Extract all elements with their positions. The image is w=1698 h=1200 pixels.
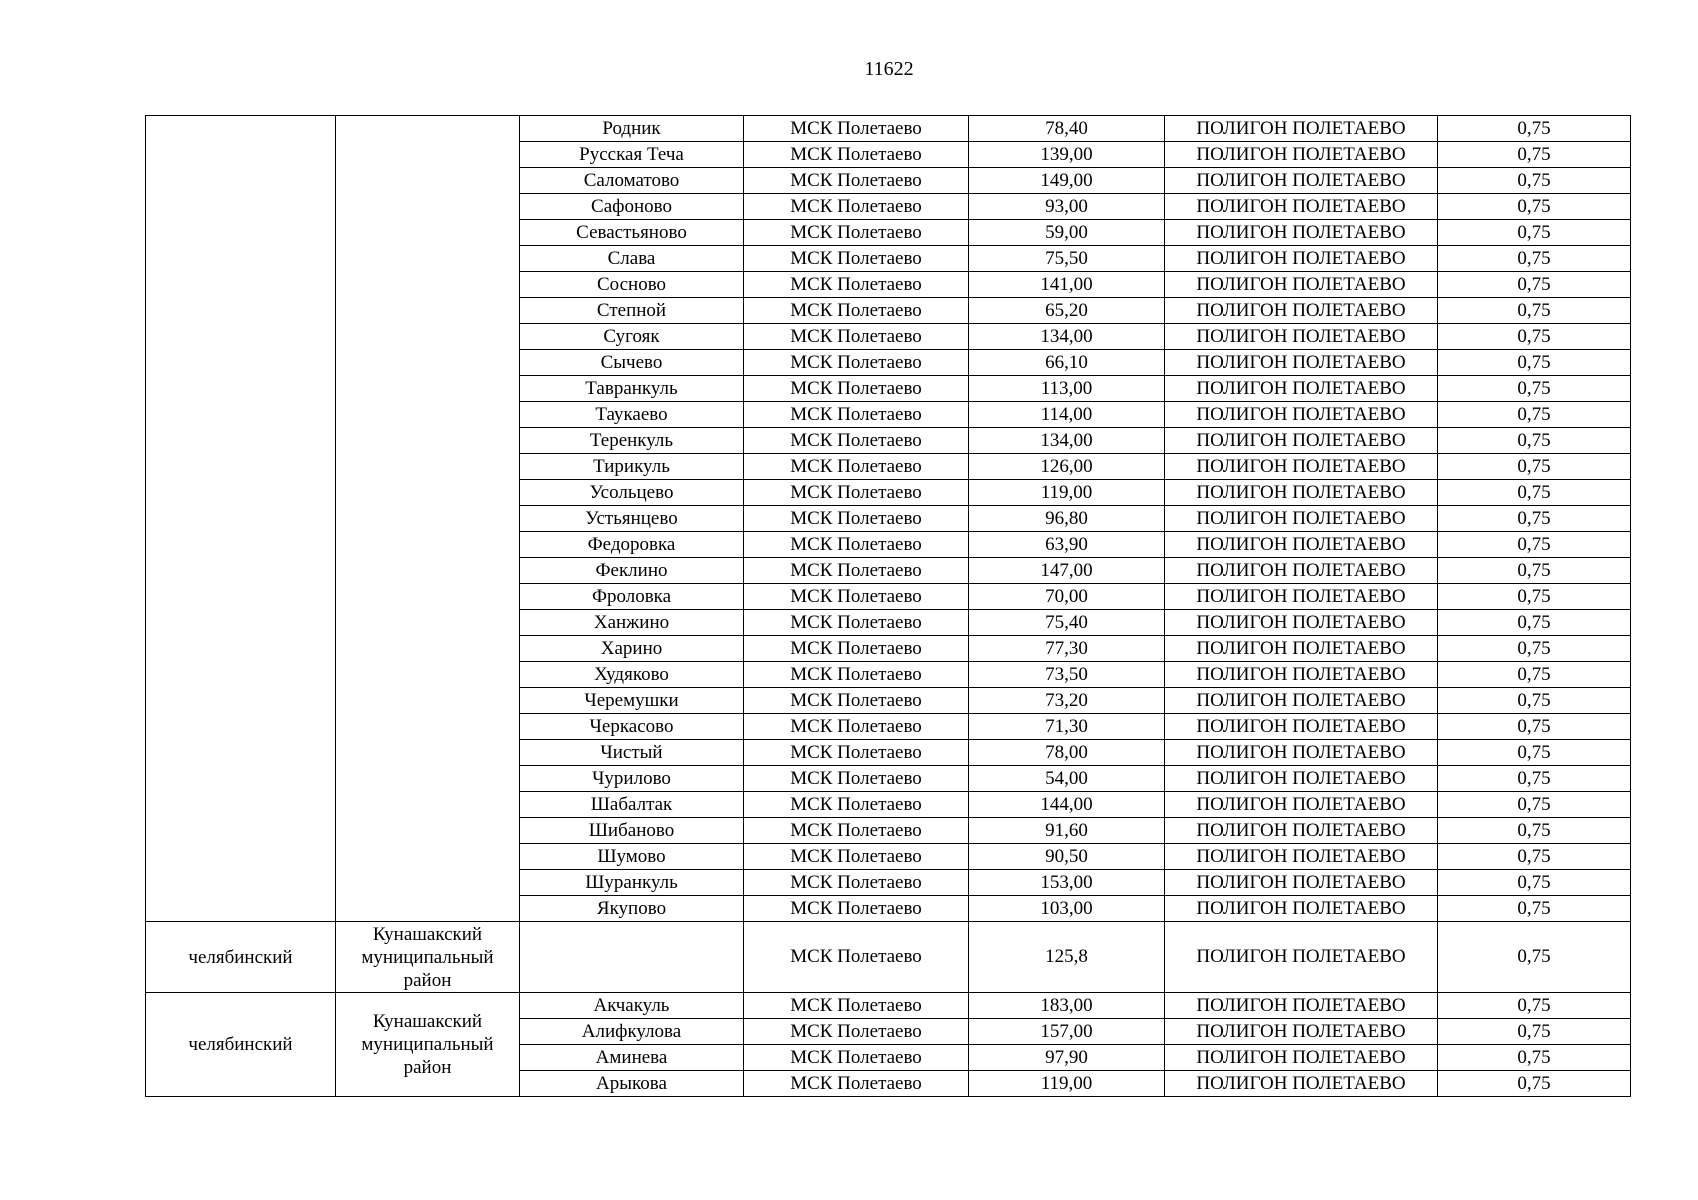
settlement-cell: Арыкова [520, 1071, 744, 1097]
distance-cell: 153,00 [969, 870, 1165, 896]
distance-cell: 134,00 [969, 324, 1165, 350]
coefficient-cell: 0,75 [1438, 480, 1631, 506]
destination-cell: ПОЛИГОН ПОЛЕТАЕВО [1165, 454, 1438, 480]
coefficient-cell: 0,75 [1438, 766, 1631, 792]
distance-cell: 71,30 [969, 714, 1165, 740]
distance-cell: 144,00 [969, 792, 1165, 818]
settlement-cell: Таукаево [520, 402, 744, 428]
destination-cell: ПОЛИГОН ПОЛЕТАЕВО [1165, 584, 1438, 610]
destination-cell: ПОЛИГОН ПОЛЕТАЕВО [1165, 194, 1438, 220]
destination-cell: ПОЛИГОН ПОЛЕТАЕВО [1165, 532, 1438, 558]
coefficient-cell: 0,75 [1438, 324, 1631, 350]
settlement-cell: Тирикуль [520, 454, 744, 480]
coefficient-cell: 0,75 [1438, 818, 1631, 844]
distance-cell: 54,00 [969, 766, 1165, 792]
source-cell: МСК Полетаево [744, 818, 969, 844]
settlement-cell: Устьянцево [520, 506, 744, 532]
coefficient-cell: 0,75 [1438, 402, 1631, 428]
settlement-cell: Якупово [520, 896, 744, 922]
distance-cell: 103,00 [969, 896, 1165, 922]
settlement-cell: Сосново [520, 272, 744, 298]
settlement-cell: Фроловка [520, 584, 744, 610]
table-row [146, 993, 1631, 1019]
destination-cell: ПОЛИГОН ПОЛЕТАЕВО [1165, 688, 1438, 714]
distance-cell: 73,50 [969, 662, 1165, 688]
coefficient-cell: 0,75 [1438, 428, 1631, 454]
coefficient-cell: 0,75 [1438, 610, 1631, 636]
source-cell: МСК Полетаево [744, 662, 969, 688]
distance-cell: 63,90 [969, 532, 1165, 558]
region-cell: челябинский [146, 922, 336, 993]
distance-cell: 75,50 [969, 246, 1165, 272]
destination-cell: ПОЛИГОН ПОЛЕТАЕВО [1165, 168, 1438, 194]
source-cell: МСК Полетаево [744, 584, 969, 610]
source-cell: МСК Полетаево [744, 1019, 969, 1045]
destination-cell: ПОЛИГОН ПОЛЕТАЕВО [1165, 272, 1438, 298]
coefficient-cell: 0,75 [1438, 792, 1631, 818]
coefficient-cell: 0,75 [1438, 532, 1631, 558]
destination-cell: ПОЛИГОН ПОЛЕТАЕВО [1165, 792, 1438, 818]
table-row [146, 922, 1631, 993]
source-cell: МСК Полетаево [744, 376, 969, 402]
source-cell: МСК Полетаево [744, 168, 969, 194]
coefficient-cell: 0,75 [1438, 714, 1631, 740]
source-cell: МСК Полетаево [744, 896, 969, 922]
distance-cell: 96,80 [969, 506, 1165, 532]
distance-cell: 114,00 [969, 402, 1165, 428]
settlement-cell: Акчакуль [520, 993, 744, 1019]
destination-cell: ПОЛИГОН ПОЛЕТАЕВО [1165, 558, 1438, 584]
coefficient-cell: 0,75 [1438, 662, 1631, 688]
destination-cell: ПОЛИГОН ПОЛЕТАЕВО [1165, 1045, 1438, 1071]
settlement-cell: Саломатово [520, 168, 744, 194]
settlement-cell: Черкасово [520, 714, 744, 740]
source-cell: МСК Полетаево [744, 870, 969, 896]
distance-cell: 119,00 [969, 480, 1165, 506]
source-cell: МСК Полетаево [744, 220, 969, 246]
settlement-cell: Шабалтак [520, 792, 744, 818]
distance-cell: 119,00 [969, 1071, 1165, 1097]
coefficient-cell: 0,75 [1438, 116, 1631, 142]
region-cell [146, 116, 336, 922]
destination-cell: ПОЛИГОН ПОЛЕТАЕВО [1165, 662, 1438, 688]
destination-cell: ПОЛИГОН ПОЛЕТАЕВО [1165, 922, 1438, 993]
settlement-cell: Севастьяново [520, 220, 744, 246]
destination-cell: ПОЛИГОН ПОЛЕТАЕВО [1165, 402, 1438, 428]
settlement-cell: Шибаново [520, 818, 744, 844]
source-cell: МСК Полетаево [744, 610, 969, 636]
settlement-cell: Федоровка [520, 532, 744, 558]
distance-cell: 78,00 [969, 740, 1165, 766]
coefficient-cell: 0,75 [1438, 1045, 1631, 1071]
source-cell: МСК Полетаево [744, 688, 969, 714]
settlement-cell: Чурилово [520, 766, 744, 792]
coefficient-cell: 0,75 [1438, 506, 1631, 532]
source-cell: МСК Полетаево [744, 402, 969, 428]
distance-cell: 66,10 [969, 350, 1165, 376]
destination-cell: ПОЛИГОН ПОЛЕТАЕВО [1165, 428, 1438, 454]
destination-cell: ПОЛИГОН ПОЛЕТАЕВО [1165, 870, 1438, 896]
district-cell: Кунашакский муниципальный район [336, 922, 520, 993]
settlement-cell: Ханжино [520, 610, 744, 636]
source-cell: МСК Полетаево [744, 636, 969, 662]
distance-cell: 90,50 [969, 844, 1165, 870]
coefficient-cell: 0,75 [1438, 1071, 1631, 1097]
coefficient-cell: 0,75 [1438, 454, 1631, 480]
source-cell: МСК Полетаево [744, 350, 969, 376]
region-cell: челябинский [146, 993, 336, 1097]
distance-cell: 183,00 [969, 993, 1165, 1019]
source-cell: МСК Полетаево [744, 558, 969, 584]
distance-cell: 70,00 [969, 584, 1165, 610]
distance-cell: 77,30 [969, 636, 1165, 662]
coefficient-cell: 0,75 [1438, 922, 1631, 993]
source-cell: МСК Полетаево [744, 844, 969, 870]
source-cell: МСК Полетаево [744, 714, 969, 740]
coefficient-cell: 0,75 [1438, 194, 1631, 220]
coefficient-cell: 0,75 [1438, 584, 1631, 610]
settlement-cell: Русская Теча [520, 142, 744, 168]
destination-cell: ПОЛИГОН ПОЛЕТАЕВО [1165, 993, 1438, 1019]
table-row [146, 116, 1631, 142]
coefficient-cell: 0,75 [1438, 993, 1631, 1019]
destination-cell: ПОЛИГОН ПОЛЕТАЕВО [1165, 610, 1438, 636]
destination-cell: ПОЛИГОН ПОЛЕТАЕВО [1165, 246, 1438, 272]
distance-cell: 91,60 [969, 818, 1165, 844]
distance-cell: 126,00 [969, 454, 1165, 480]
source-cell: МСК Полетаево [744, 272, 969, 298]
settlement-cell: Слава [520, 246, 744, 272]
distance-cell: 78,40 [969, 116, 1165, 142]
settlement-cell: Сычево [520, 350, 744, 376]
distance-cell: 75,40 [969, 610, 1165, 636]
settlement-cell: Аминева [520, 1045, 744, 1071]
destination-cell: ПОЛИГОН ПОЛЕТАЕВО [1165, 818, 1438, 844]
destination-cell: ПОЛИГОН ПОЛЕТАЕВО [1165, 844, 1438, 870]
district-cell: Кунашакский муниципальный район [336, 993, 520, 1097]
coefficient-cell: 0,75 [1438, 142, 1631, 168]
coefficient-cell: 0,75 [1438, 298, 1631, 324]
source-cell: МСК Полетаево [744, 324, 969, 350]
settlement-cell: Алифкулова [520, 1019, 744, 1045]
destination-cell: ПОЛИГОН ПОЛЕТАЕВО [1165, 1019, 1438, 1045]
distance-cell: 134,00 [969, 428, 1165, 454]
distance-cell: 147,00 [969, 558, 1165, 584]
source-cell: МСК Полетаево [744, 246, 969, 272]
coefficient-cell: 0,75 [1438, 896, 1631, 922]
coefficient-cell: 0,75 [1438, 558, 1631, 584]
settlement-cell: Феклино [520, 558, 744, 584]
destination-cell: ПОЛИГОН ПОЛЕТАЕВО [1165, 116, 1438, 142]
destination-cell: ПОЛИГОН ПОЛЕТАЕВО [1165, 766, 1438, 792]
destination-cell: ПОЛИГОН ПОЛЕТАЕВО [1165, 740, 1438, 766]
coefficient-cell: 0,75 [1438, 272, 1631, 298]
destination-cell: ПОЛИГОН ПОЛЕТАЕВО [1165, 714, 1438, 740]
destination-cell: ПОЛИГОН ПОЛЕТАЕВО [1165, 298, 1438, 324]
destination-cell: ПОЛИГОН ПОЛЕТАЕВО [1165, 896, 1438, 922]
settlement-cell: Степной [520, 298, 744, 324]
source-cell: МСК Полетаево [744, 116, 969, 142]
coefficient-cell: 0,75 [1438, 350, 1631, 376]
settlement-cell: Теренкуль [520, 428, 744, 454]
source-cell: МСК Полетаево [744, 506, 969, 532]
destination-cell: ПОЛИГОН ПОЛЕТАЕВО [1165, 350, 1438, 376]
page-number: 11622 [864, 58, 914, 80]
settlement-cell: Шумово [520, 844, 744, 870]
source-cell: МСК Полетаево [744, 1045, 969, 1071]
settlement-cell: Черемушки [520, 688, 744, 714]
settlement-cell: Тавранкуль [520, 376, 744, 402]
coefficient-cell: 0,75 [1438, 870, 1631, 896]
distance-cell: 141,00 [969, 272, 1165, 298]
distance-cell: 73,20 [969, 688, 1165, 714]
settlement-cell: Чистый [520, 740, 744, 766]
distance-cell: 93,00 [969, 194, 1165, 220]
district-cell [336, 116, 520, 922]
settlement-cell: Харино [520, 636, 744, 662]
coefficient-cell: 0,75 [1438, 246, 1631, 272]
distance-cell: 157,00 [969, 1019, 1165, 1045]
destination-cell: ПОЛИГОН ПОЛЕТАЕВО [1165, 1071, 1438, 1097]
distance-cell: 139,00 [969, 142, 1165, 168]
distance-cell: 113,00 [969, 376, 1165, 402]
settlement-cell [520, 922, 744, 993]
tariff-table-body [146, 116, 1631, 1097]
source-cell: МСК Полетаево [744, 454, 969, 480]
source-cell: МСК Полетаево [744, 428, 969, 454]
source-cell: МСК Полетаево [744, 993, 969, 1019]
tariff-table [145, 115, 1631, 1097]
distance-cell: 65,20 [969, 298, 1165, 324]
settlement-cell: Родник [520, 116, 744, 142]
settlement-cell: Сафоново [520, 194, 744, 220]
settlement-cell: Сугояк [520, 324, 744, 350]
coefficient-cell: 0,75 [1438, 636, 1631, 662]
source-cell: МСК Полетаево [744, 740, 969, 766]
distance-cell: 125,8 [969, 922, 1165, 993]
destination-cell: ПОЛИГОН ПОЛЕТАЕВО [1165, 324, 1438, 350]
settlement-cell: Худяково [520, 662, 744, 688]
distance-cell: 59,00 [969, 220, 1165, 246]
distance-cell: 149,00 [969, 168, 1165, 194]
source-cell: МСК Полетаево [744, 298, 969, 324]
destination-cell: ПОЛИГОН ПОЛЕТАЕВО [1165, 506, 1438, 532]
destination-cell: ПОЛИГОН ПОЛЕТАЕВО [1165, 376, 1438, 402]
source-cell: МСК Полетаево [744, 1071, 969, 1097]
source-cell: МСК Полетаево [744, 766, 969, 792]
settlement-cell: Шуранкуль [520, 870, 744, 896]
destination-cell: ПОЛИГОН ПОЛЕТАЕВО [1165, 220, 1438, 246]
distance-cell: 97,90 [969, 1045, 1165, 1071]
coefficient-cell: 0,75 [1438, 220, 1631, 246]
source-cell: МСК Полетаево [744, 532, 969, 558]
coefficient-cell: 0,75 [1438, 1019, 1631, 1045]
destination-cell: ПОЛИГОН ПОЛЕТАЕВО [1165, 480, 1438, 506]
source-cell: МСК Полетаево [744, 480, 969, 506]
coefficient-cell: 0,75 [1438, 844, 1631, 870]
source-cell: МСК Полетаево [744, 194, 969, 220]
source-cell: МСК Полетаево [744, 922, 969, 993]
coefficient-cell: 0,75 [1438, 740, 1631, 766]
coefficient-cell: 0,75 [1438, 376, 1631, 402]
coefficient-cell: 0,75 [1438, 688, 1631, 714]
destination-cell: ПОЛИГОН ПОЛЕТАЕВО [1165, 142, 1438, 168]
settlement-cell: Усольцево [520, 480, 744, 506]
source-cell: МСК Полетаево [744, 142, 969, 168]
source-cell: МСК Полетаево [744, 792, 969, 818]
coefficient-cell: 0,75 [1438, 168, 1631, 194]
destination-cell: ПОЛИГОН ПОЛЕТАЕВО [1165, 636, 1438, 662]
